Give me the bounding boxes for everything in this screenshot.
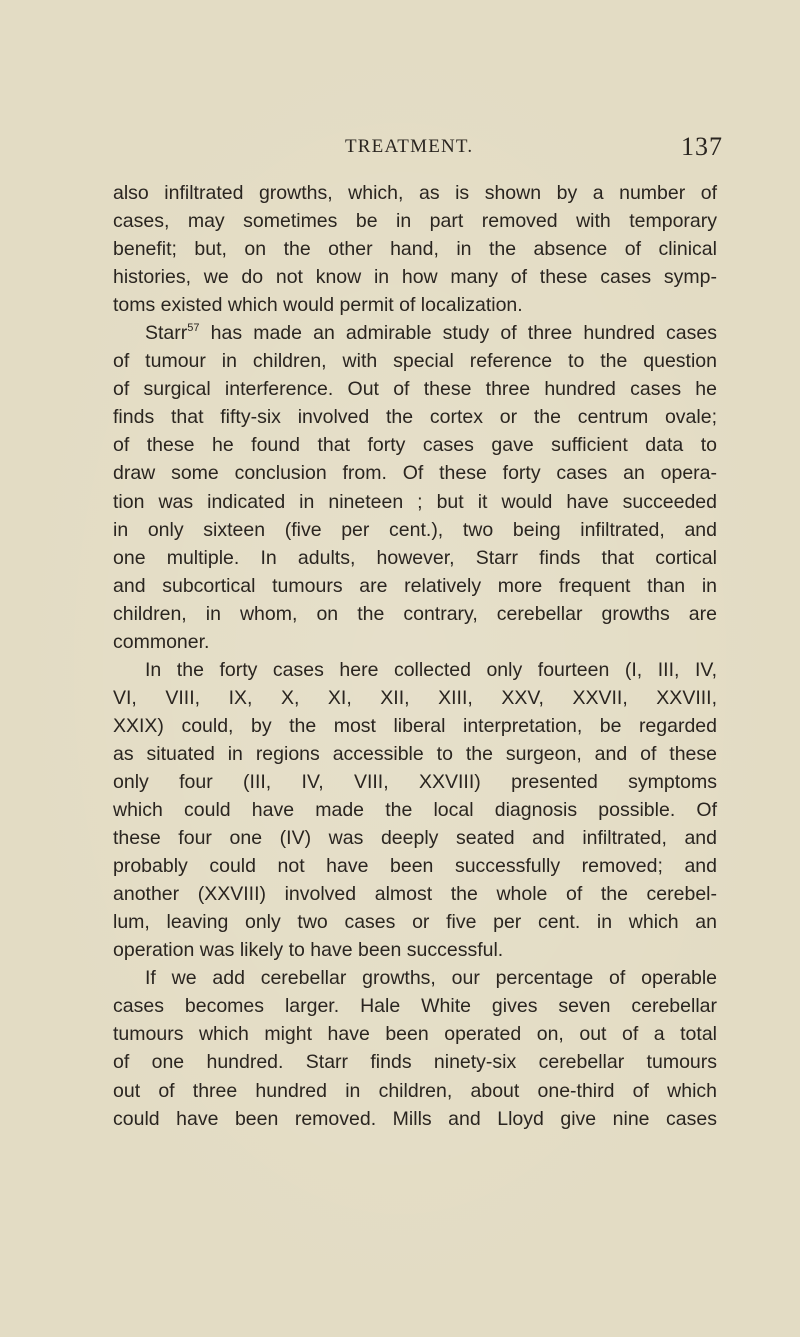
text-line: draw some conclusion from. Of these forty cases an opera-	[113, 462, 717, 485]
text-line: could have been removed. Mills and Lloyd give nine cases	[113, 1107, 717, 1130]
text-line: toms existed which would permit of localization.	[113, 294, 523, 317]
text-line: of these he found that forty cases gave sufficient data to	[113, 434, 717, 457]
text-line: benefit; but, on the other hand, in the absence of clinical	[113, 238, 717, 261]
text-line: also infiltrated growths, which, as is shown by a number of	[113, 182, 717, 204]
text-line: histories, we do not know in how many of these cases symp-	[113, 266, 717, 289]
text-line: these four one (IV) was deeply seated and infiltrated, and	[113, 827, 717, 850]
text-line: cases, may sometimes be in part removed with temporary	[113, 210, 717, 233]
text-line: of tumour in children, with special reference to the question	[113, 350, 717, 373]
text-line: in only sixteen (five per cent.), two being infiltrated, and	[113, 518, 717, 541]
text-line: another (XXVIII) involved almost the whole of the cerebel-	[113, 883, 717, 906]
running-title: TREATMENT.	[345, 136, 474, 157]
running-head	[0, 132, 800, 172]
text-line: as situated in regions accessible to the surgeon, and of these	[113, 742, 717, 765]
text-line: tion was indicated in nineteen ; but it would have succeeded	[113, 490, 717, 513]
text-line: operation was likely to have been successful.	[113, 939, 504, 962]
paragraph-start-line	[113, 319, 717, 347]
text-line: and subcortical tumours are relatively more frequent than in	[113, 574, 717, 597]
text-line: VI, VIII, IX, X, XI, XII, XIII, XXV, XXVII, XXVIII,	[113, 686, 717, 709]
footnote-reference: 57	[187, 322, 200, 335]
text-line-rest: has made an admirable study of three hundred cases	[210, 322, 717, 345]
page-number: 137	[681, 132, 723, 161]
text-line: probably could not have been successfully removed; and	[113, 855, 717, 878]
author-name: Starr	[145, 322, 188, 345]
text-line: tumours which might have been operated on, out of a total	[113, 1023, 717, 1046]
text-line: out of three hundred in children, about one-third of which	[113, 1079, 717, 1102]
text-line: of one hundred. Starr finds ninety-six cerebellar tumours	[113, 1051, 717, 1074]
text-line: lum, leaving only two cases or five per cent. in which an	[113, 911, 717, 934]
text-line: only four (III, IV, VIII, XXVIII) presented symptoms	[113, 770, 717, 793]
text-line: finds that fifty-six involved the cortex or the centrum ovale;	[113, 406, 717, 429]
body-text	[113, 179, 717, 1133]
text-line: If we add cerebellar growths, our percentage of operable	[145, 967, 717, 990]
text-line: XXIX) could, by the most liberal interpretation, be regarded	[113, 714, 717, 737]
text-line: which could have made the local diagnosis possible. Of	[113, 799, 717, 822]
text-line: In the forty cases here collected only fourteen (I, III, IV,	[145, 658, 717, 681]
text-line: one multiple. In adults, however, Starr finds that cortical	[113, 546, 717, 569]
text-line: children, in whom, on the contrary, cerebellar growths are	[113, 602, 717, 625]
text-line: cases becomes larger. Hale White gives seven cerebellar	[113, 995, 717, 1018]
text-line: of surgical interference. Out of these three hundred cases he	[113, 378, 717, 401]
text-line: commoner.	[113, 630, 210, 653]
